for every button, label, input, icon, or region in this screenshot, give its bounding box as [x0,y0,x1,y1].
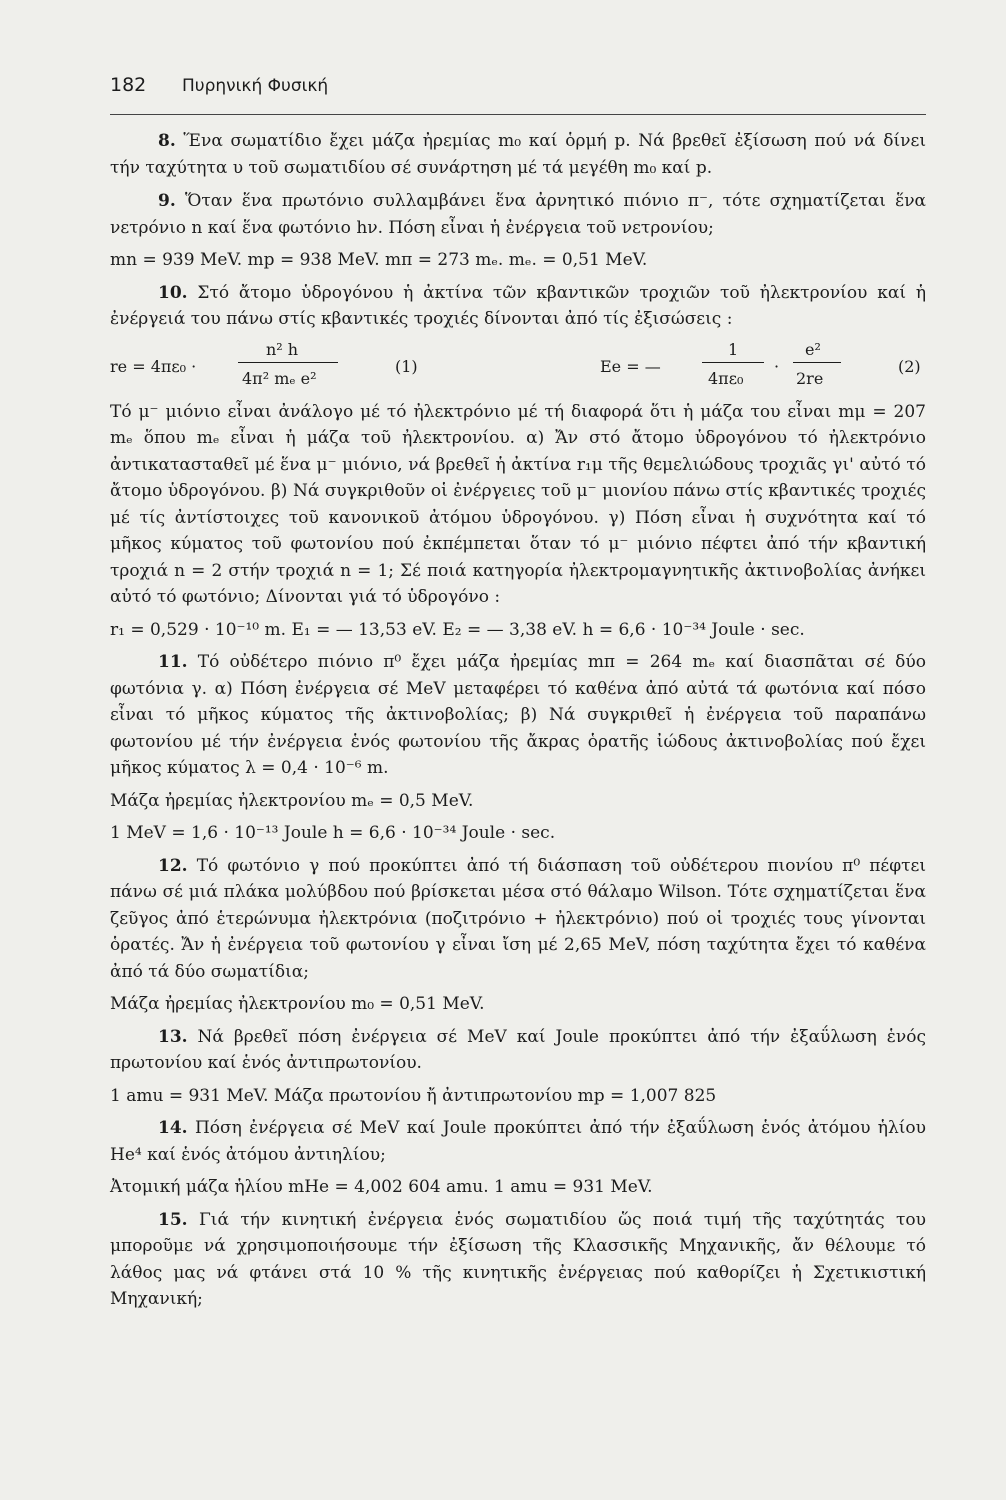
eq2-lhs: Ee = — [600,356,661,376]
eq1-numerator: n² h [266,339,299,359]
problem-number: 11. [158,652,188,672]
problem-12 [110,853,926,986]
eq1-label: (1) [395,356,418,376]
problem-number: 15. [158,1209,188,1230]
problem-text: Ὅταν ἕνα πρωτόνιο συλλαμβάνει ἕνα ἀρνητικό πιόνιο π⁻, τότε σχηματίζεται ἕνα νετρόνιο n καί ἕνα φωτόνιο hν. Πόση εἶναι ἡ ἐνέργεια τοῦ νετρονίου; [110,191,927,238]
problem-10-body: Τό μ⁻ μιόνιο εἶναι ἀνάλογο μέ τό ἠλεκτρόνιο μέ τή διαφορά ὅτι ἡ μάζα του εἶναι mμ = 207 mₑ ὅπου mₑ εἶναι ἡ μάζα τοῦ ἠλεκτρονίου. α) Ἄν στό ἄτομο ὑδρογόνου τό ἠλεκτρόνιο ἀντικατασταθεῖ μέ ἕνα μ⁻ μιόνιο, νά βρεθεῖ ἡ ἀκτίνα r₁μ τῆς θεμελιώδους τροχιᾶς γι' αὐτό τό ἄτομο ὑδρογόνου. β) Νά συγκριθοῦν οἱ ἐνέργειες τοῦ μ⁻ μιονίου πάνω στίς κβαντικές τροχιές μέ τίς ἀντίστοιχες τοῦ κανονικοῦ ἀτόμου ὑδρογόνου. γ) Πόση εἶναι ἡ συχνότητα καί τό μῆκος κύματος τοῦ φωτονίου πού ἐκπέμπεται ὅταν τό μ⁻ μιόνιο πέφτει ἀπό τήν κβαντική τροχιά n = 2 στήν τροχιά n = 1; Σέ ποιά κατηγορία ἠλεκτρομαγνητικῆς ἀκτινοβολίας ἀνήκει αὐτό τό φωτόνιο; Δίνονται γιά τό ὑδρογόνο : [110,401,926,607]
problem-number: 8. [158,131,176,151]
eq2-fraction-bar-1 [702,362,764,363]
problem-11-given-2: 1 MeV = 1,6 · 10⁻¹³ Joule h = 6,6 · 10⁻³⁴ Joule · sec. [110,823,556,843]
equations-row [110,335,926,393]
eq1-denominator: 4π² mₑ e² [242,368,317,388]
problem-number: 9. [158,191,176,211]
problem-text: Πόση ἐνέργεια σέ MeV καί Joule προκύπτει ἀπό τήν ἐξαΰλωση ἑνός ἀτόμου ἡλίου He⁴ καί ἑνός ἀτόμου ἀντιηλίου; [110,1118,926,1165]
eq2-numerator-2: e² [805,339,821,359]
problem-15 [110,1207,926,1313]
problem-number: 10. [158,282,188,303]
problem-10-givens: r₁ = 0,529 · 10⁻¹⁰ m. E₁ = — 13,53 eV. E₂ = — 3,38 eV. h = 6,6 · 10⁻³⁴ Joule · sec. [110,619,805,640]
header-rule [110,114,926,115]
problem-13 [110,1024,926,1077]
eq2-denominator-1: 4πε₀ [708,368,744,388]
page-number: 182 [110,74,147,96]
eq1-lhs: re = 4πε₀ · [110,356,197,376]
problem-text: Στό ἄτομο ὑδρογόνου ἡ ἀκτίνα τῶν κβαντικῶν τροχιῶν τοῦ ἠλεκτρονίου καί ἡ ἐνέργειά του πάνω στίς κβαντικές τροχιές δίνονται ἀπό τίς ἐξισώσεις : [110,282,927,329]
problem-9 [110,188,926,241]
problem-text: Τό φωτόνιο γ πού προκύπτει ἀπό τή διάσπαση τοῦ οὐδέτερου πιονίου π⁰ πέφτει πάνω σέ μιά πλάκα μολύβδου πού βρίσκεται μέσα στό θάλαμο Wilson. Τότε σχηματίζεται ἕνα ζεῦγος ἀπό ἑτερώνυμα ἠλεκτρόνια (ποζιτρόνιο + ἠλεκτρόνιο) πού οἱ τροχιές τους γίνονται ὁρατές. Ἄν ἡ ἐνέργεια τοῦ φωτονίου γ εἶναι ἴση μέ 2,65 MeV, πόση ταχύτητα ἔχει τό καθένα ἀπό τά δύο σωματίδια; [110,855,927,982]
problem-8 [110,128,926,181]
eq2-numerator-1: 1 [728,339,739,359]
problem-10 [110,280,926,333]
problem-number: 13. [158,1026,188,1047]
problem-text: Γιά τήν κινητική ἐνέργεια ἑνός σωματιδίου ὥς ποιά τιμή τῆς ταχύτητάς του μποροῦμε νά χρησιμοποιήσουμε τήν ἐξίσωση τῆς Κλασσικῆς Μηχανικῆς, ἄν θέλουμε τό λάθος μας νά φτάνει στά 10 % τῆς κινητικῆς ἐνέργειας πού καθορίζει ἡ Σχετικιστική Μηχανική; [110,1209,927,1309]
problem-11-given-1: Μάζα ἠρεμίας ἠλεκτρονίου mₑ = 0,5 MeV. [110,790,474,811]
problem-11 [110,649,926,782]
problem-12-given: Μάζα ἠρεμίας ἠλεκτρονίου m₀ = 0,51 MeV. [110,994,485,1014]
problem-13-given: 1 amu = 931 MeV. Μάζα πρωτονίου ἤ ἀντιπρωτονίου mp = 1,007 825 [110,1085,717,1106]
problem-14-given: Ἀτομική μάζα ἡλίου mHe = 4,002 604 amu. 1 amu = 931 MeV. [110,1177,653,1197]
chapter-title: Πυρηνική Φυσική [182,76,329,96]
problem-number: 14. [158,1118,188,1138]
running-header [110,70,926,100]
problem-9-givens: mn = 939 MeV. mp = 938 MeV. mπ = 273 mₑ. mₑ. = 0,51 MeV. [110,250,648,270]
eq2-fraction-bar-2 [793,362,841,363]
eq2-label: (2) [898,356,921,376]
eq2-dot: · [774,356,780,376]
eq1-fraction-bar [238,362,338,363]
problem-number: 12. [158,855,188,876]
problem-14 [110,1115,926,1168]
problem-text: Ἕνα σωματίδιο ἔχει μάζα ἠρεμίας m₀ καί ὁρμή p. Νά βρεθεῖ ἐξίσωση πού νά δίνει τήν ταχύτητα υ τοῦ σωματιδίου σέ συνάρτηση μέ τά μεγέθη m₀ καί p. [110,131,926,178]
problem-text: Τό οὐδέτερο πιόνιο π⁰ ἔχει μάζα ἠρεμίας mπ = 264 mₑ καί διασπᾶται σέ δύο φωτόνια γ. α) Πόση ἐνέργεια σέ MeV μεταφέρει τό καθένα ἀπό αὐτά τά φωτόνια καί πόσο εἶναι τό μῆκος κύματος τῆς ἀκτινοβολίας; β) Νά συγκριθεῖ ἡ ἐνέργεια τοῦ παραπάνω φωτονίου μέ τήν ἐνέργεια ἑνός φωτονίου τῆς ἄκρας ὁρατῆς ἰώδους ἀκτινοβολίας πού ἔχει μῆκος κύματος λ = 0,4 · 10⁻⁶ m. [110,652,926,778]
problem-text: Νά βρεθεῖ πόση ἐνέργεια σέ MeV καί Joule προκύπτει ἀπό τήν ἐξαΰλωση ἑνός πρωτονίου καί ἑνός ἀντιπρωτονίου. [110,1026,926,1073]
problem-list [110,128,926,1313]
eq2-denominator-2: 2re [796,368,824,388]
